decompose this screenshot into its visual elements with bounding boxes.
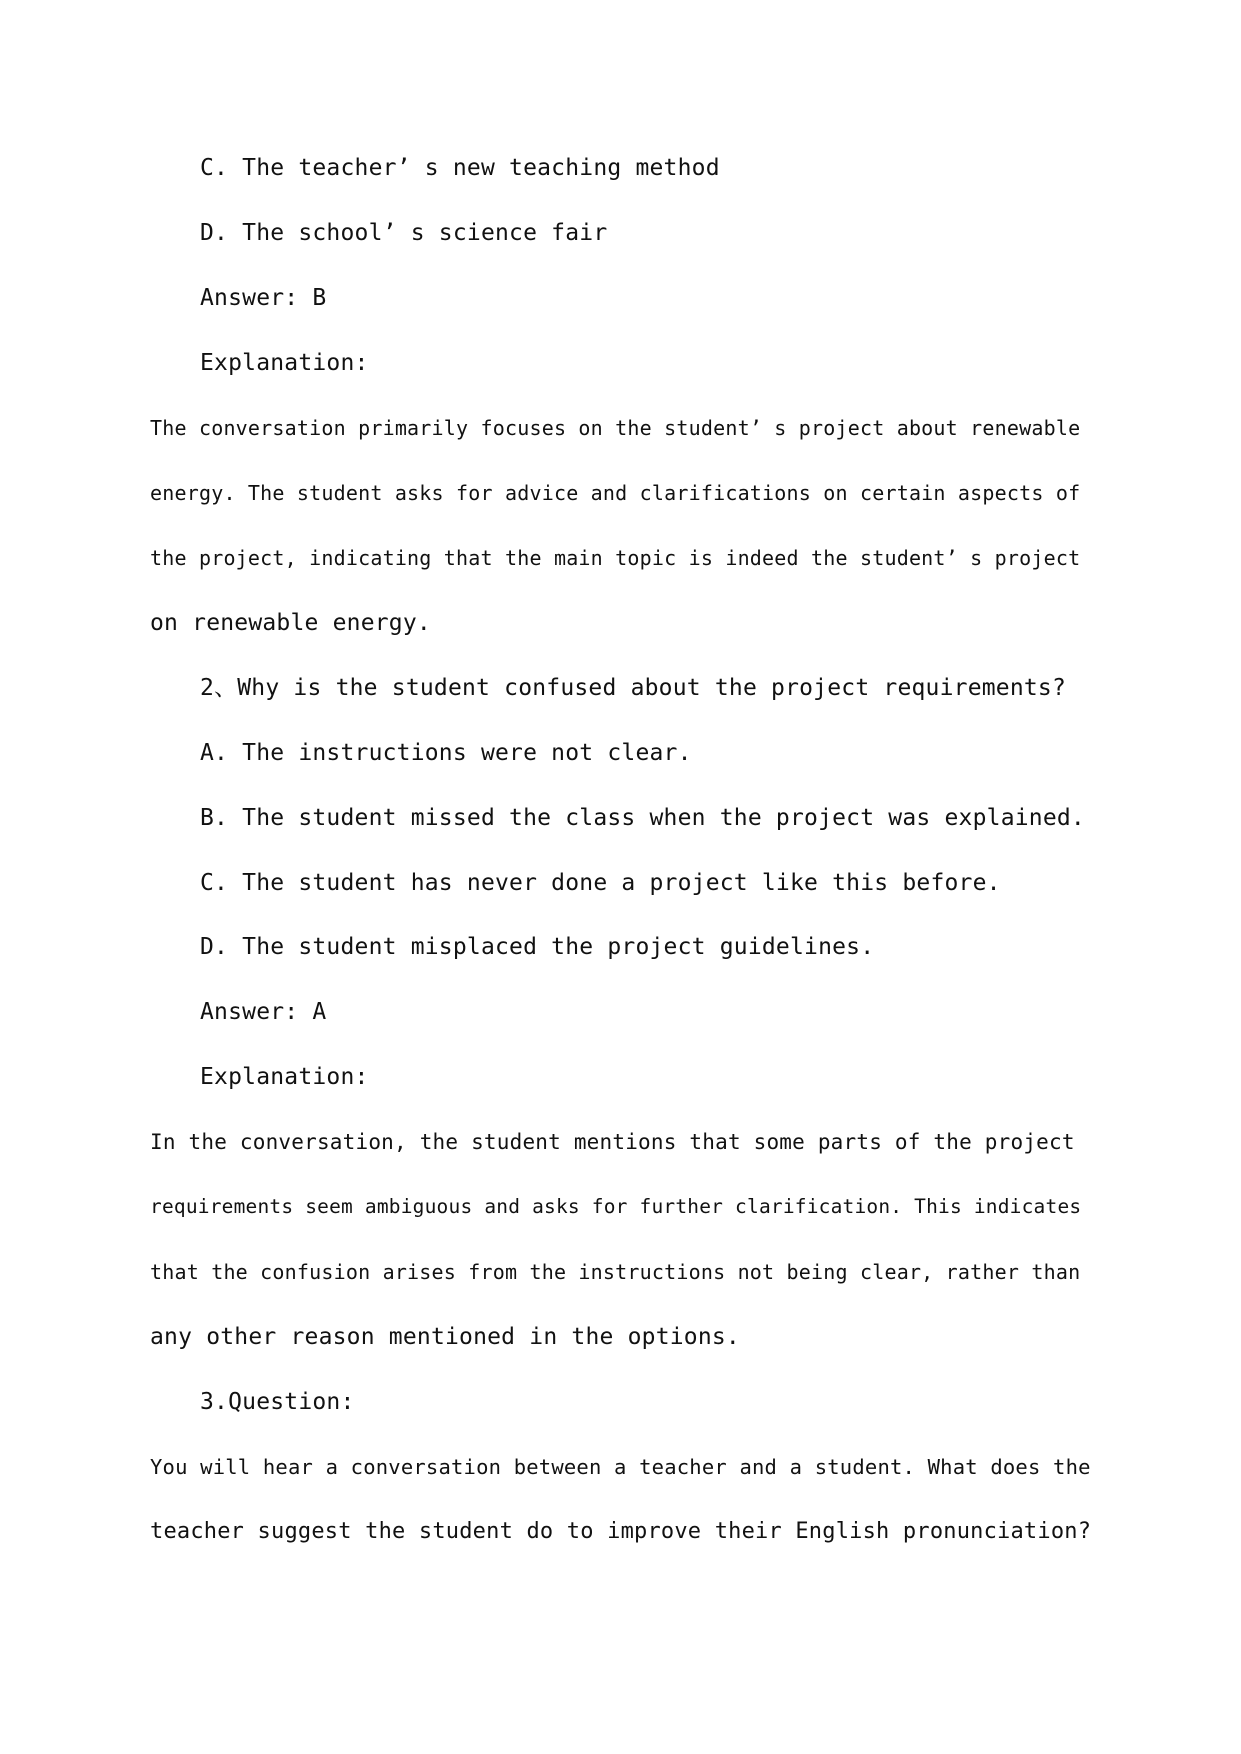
- q1-explanation-line: on renewable energy.: [150, 610, 431, 636]
- q2-option-a: A. The instructions were not clear.: [200, 740, 692, 766]
- q2-option-c: C. The student has never done a project like this before.: [200, 870, 1001, 896]
- q1-answer: Answer: B: [200, 285, 327, 311]
- q1-explanation-line: the project, indicating that the main topic is indeed the student’ s project: [150, 546, 1081, 570]
- q1-option-d: D. The school’ s science fair: [200, 220, 608, 246]
- q1-explanation-line: The conversation primarily focuses on the student’ s project about renewable: [150, 416, 1081, 440]
- q2-question: 2、Why is the student confused about the project requirements?: [200, 675, 1067, 701]
- q2-option-d: D. The student misplaced the project guidelines.: [200, 934, 875, 960]
- q3-prompt-line: teacher suggest the student do to improve their English pronunciation?: [150, 1519, 1092, 1544]
- q2-option-b: B. The student missed the class when the project was explained.: [200, 805, 1085, 831]
- q1-explanation-line: energy. The student asks for advice and clarifications on certain aspects of: [150, 481, 1081, 505]
- q2-explanation-line: any other reason mentioned in the options.: [150, 1324, 740, 1350]
- q2-explanation-line: requirements seem ambiguous and asks for further clarification. This indicates: [150, 1195, 1082, 1218]
- q1-option-c: C. The teacher’ s new teaching method: [200, 155, 720, 181]
- q3-prompt-line: You will hear a conversation between a teacher and a student. What does the: [150, 1455, 1091, 1479]
- q2-explanation-label: Explanation:: [200, 1064, 369, 1090]
- q2-answer: Answer: A: [200, 999, 327, 1025]
- q2-explanation-line: that the confusion arises from the instructions not being clear, rather than: [150, 1260, 1081, 1284]
- q3-label: 3.Question:: [200, 1389, 355, 1415]
- q1-explanation-label: Explanation:: [200, 350, 369, 376]
- q2-explanation-line: In the conversation, the student mentions that some parts of the project: [150, 1130, 1075, 1154]
